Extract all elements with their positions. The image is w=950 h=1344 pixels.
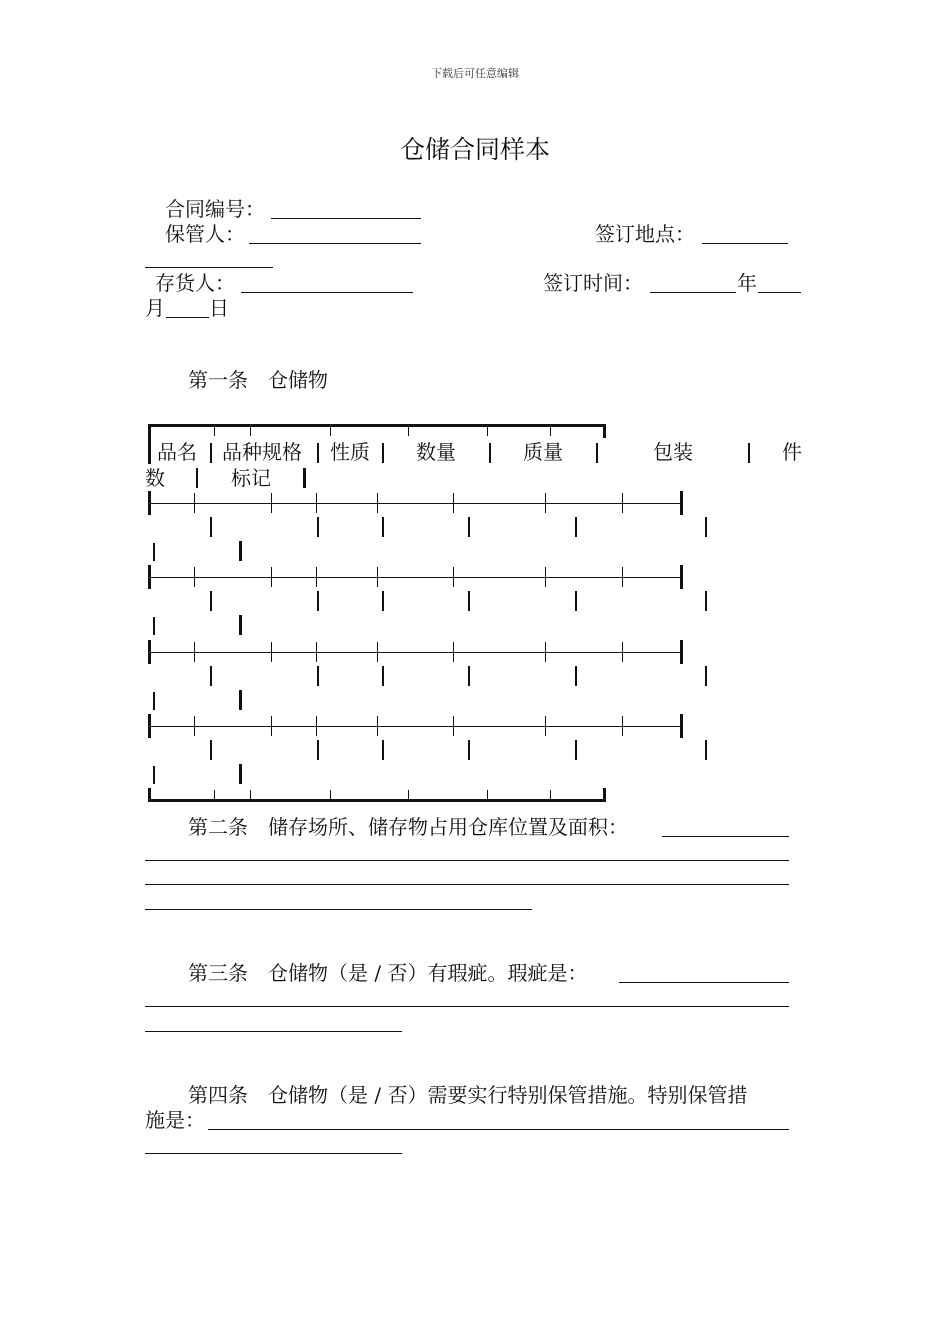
cell-separator: [575, 666, 577, 686]
depositor-blank[interactable]: [241, 292, 413, 293]
page-title: 仓储合同样本: [399, 135, 550, 164]
keeper-blank[interactable]: [249, 243, 421, 244]
sign-year-blank[interactable]: [650, 292, 736, 293]
year-label: 年: [737, 271, 757, 295]
table-tick: [545, 642, 546, 662]
table-tick: [545, 493, 546, 513]
keeper-label: 保管人：: [165, 222, 245, 246]
page-header-note: 下载后可任意编辑: [431, 67, 519, 80]
col-separator: [489, 443, 491, 463]
cell-separator: [705, 591, 707, 611]
col-header-name: 品名: [157, 440, 197, 464]
table-tick: [250, 790, 251, 799]
col-header-nature: 性质: [330, 440, 370, 464]
table-tick: [377, 642, 378, 662]
table-tick: [408, 427, 409, 436]
col-header-mark: 标记: [231, 466, 271, 490]
article3-blank-line[interactable]: [145, 1006, 789, 1007]
cell-separator: [317, 740, 319, 760]
cell-separator: [382, 517, 384, 537]
table-tick: [250, 427, 251, 436]
article2-blank-line[interactable]: [145, 860, 789, 861]
table-tick: [622, 642, 623, 662]
article4-blank[interactable]: [208, 1129, 789, 1130]
table-row-right: [680, 491, 683, 515]
cell-separator: [382, 666, 384, 686]
cell-separator: [153, 692, 155, 710]
cell-separator: [468, 517, 470, 537]
table-tick: [271, 493, 272, 513]
table-tick: [622, 493, 623, 513]
table-row-rule: [148, 503, 683, 504]
cell-separator: [210, 666, 212, 686]
table-tick: [316, 567, 317, 587]
table-tick: [377, 493, 378, 513]
cell-separator: [317, 591, 319, 611]
table-tick: [194, 567, 195, 587]
article3-blank[interactable]: [619, 982, 789, 983]
contract-no-label: 合同编号：: [165, 197, 265, 221]
sign-month-blank[interactable]: [758, 292, 801, 293]
table-tick: [194, 642, 195, 662]
article2-blank-line[interactable]: [145, 884, 789, 885]
col-header-quality: 质量: [523, 440, 563, 464]
table-tick: [550, 427, 551, 436]
table-tick: [271, 716, 272, 736]
col-separator: [303, 468, 306, 488]
table-left-border: [148, 424, 151, 464]
cell-separator: [575, 591, 577, 611]
table-row-left: [148, 491, 151, 515]
table-tick: [194, 493, 195, 513]
sign-day-blank[interactable]: [166, 317, 209, 318]
table-row-left: [148, 640, 151, 664]
depositor-label: 存货人：: [155, 271, 235, 295]
table-tick: [214, 427, 215, 436]
table-tick: [453, 716, 454, 736]
table-tick: [271, 567, 272, 587]
article4-text-line1: 第四条 仓储物（是 / 否）需要实行特别保管措施。特别保管措: [188, 1083, 748, 1107]
cell-separator: [317, 666, 319, 686]
table-tick: [377, 716, 378, 736]
col-header-spec: 品种规格: [222, 440, 302, 464]
cell-separator: [239, 690, 242, 710]
col-separator: [382, 443, 384, 463]
cell-separator: [705, 666, 707, 686]
col-separator: [210, 443, 212, 463]
table-tick: [550, 790, 551, 799]
table-tick: [545, 716, 546, 736]
sign-place-label: 签订地点：: [595, 222, 695, 246]
cell-separator: [575, 740, 577, 760]
table-tick: [330, 427, 331, 436]
table-top-rule: [148, 424, 606, 427]
table-row-right: [680, 565, 683, 589]
sign-time-label: 签订时间：: [543, 271, 643, 295]
article1-heading: 第一条 仓储物: [188, 368, 328, 392]
article2-blank[interactable]: [662, 836, 789, 837]
table-tick: [214, 790, 215, 799]
month-label: 月: [145, 296, 165, 320]
table-tick: [622, 716, 623, 736]
col-separator: [317, 443, 319, 463]
cell-separator: [239, 764, 242, 784]
cell-separator: [382, 591, 384, 611]
cell-separator: [575, 517, 577, 537]
table-tick: [453, 642, 454, 662]
cell-separator: [210, 740, 212, 760]
cell-separator: [705, 517, 707, 537]
table-tick: [316, 716, 317, 736]
col-header-pieces: 件: [782, 440, 802, 464]
table-row-right: [680, 714, 683, 738]
sign-place-blank[interactable]: [702, 243, 788, 244]
article3-text: 第三条 仓储物（是 / 否）有瑕疵。瑕疵是：: [188, 961, 588, 985]
cell-separator: [153, 766, 155, 784]
col-separator: [596, 443, 598, 463]
table-row-rule: [148, 726, 683, 727]
cell-separator: [468, 666, 470, 686]
table-tick: [487, 427, 488, 436]
cell-separator: [239, 541, 242, 561]
cell-separator: [153, 617, 155, 635]
table-tick: [453, 567, 454, 587]
table-tick: [487, 790, 488, 799]
cell-separator: [705, 740, 707, 760]
table-tick: [603, 424, 606, 438]
col-header-quantity: 数量: [416, 440, 456, 464]
cell-separator: [317, 517, 319, 537]
cell-separator: [468, 591, 470, 611]
cell-separator: [210, 517, 212, 537]
table-tick: [453, 493, 454, 513]
cell-separator: [239, 615, 242, 635]
contract-no-blank[interactable]: [271, 218, 421, 219]
article3-blank-line[interactable]: [145, 1031, 402, 1032]
day-label: 日: [209, 296, 229, 320]
table-tick: [194, 716, 195, 736]
table-tick: [330, 790, 331, 799]
table-tick: [316, 493, 317, 513]
table-row-left: [148, 565, 151, 589]
table-row-rule: [148, 652, 683, 653]
col-separator: [748, 443, 750, 463]
col-separator: [196, 468, 198, 488]
table-tick: [545, 567, 546, 587]
col-header-packing: 包装: [653, 440, 693, 464]
table-row-rule: [148, 577, 683, 578]
article2-text: 第二条 储存场所、储存物占用仓库位置及面积：: [188, 815, 628, 839]
table-tick: [316, 642, 317, 662]
table-row-left: [148, 714, 151, 738]
article4-text-line2: 施是：: [145, 1108, 205, 1132]
cell-separator: [382, 740, 384, 760]
table-tick: [377, 567, 378, 587]
cell-separator: [210, 591, 212, 611]
article4-blank-line[interactable]: [145, 1153, 402, 1154]
table-row-right: [680, 640, 683, 664]
table-tick: [271, 642, 272, 662]
cell-separator: [153, 543, 155, 561]
col-header-pieces-wrap: 数: [145, 466, 165, 490]
sign-place-blank-continued[interactable]: [145, 267, 273, 268]
cell-separator: [468, 740, 470, 760]
table-tick: [622, 567, 623, 587]
article2-blank-line[interactable]: [145, 909, 532, 910]
table-tick: [408, 790, 409, 799]
table-bottom-rule: [148, 799, 606, 802]
